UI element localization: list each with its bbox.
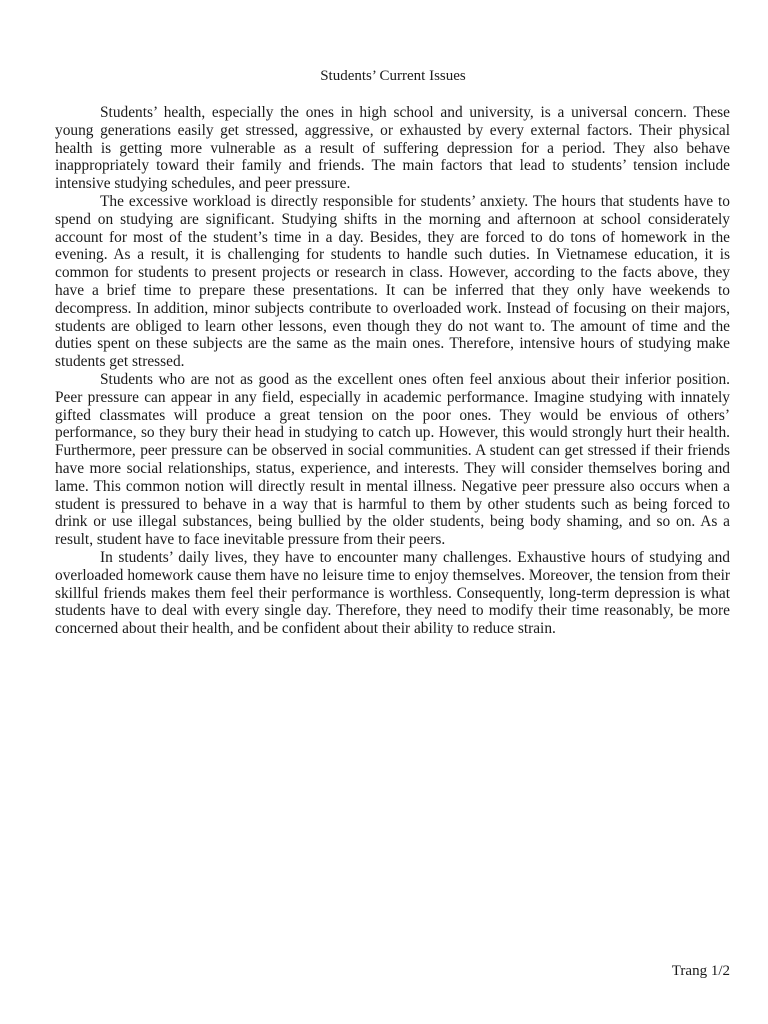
paragraph-workload: The excessive workload is directly responsible for students’ anxiety. The hours that students have to spend on studying are significant. Studying shifts in the morning and afternoon at school considerately account for most of the student’s time in a day. Besides, they are forced to do tons of homework in the evening. As a result, it is challenging for students to handle such duties. In Vietnamese education, it is common for students to present projects or research in class. However, according to the facts above, they have a brief time to prepare these presentations. It can be inferred that they only have weekends to decompress. In addition, minor subjects contribute to overloaded work. Instead of focusing on their majors, students are obliged to learn other lessons, even though they do not want to. The amount of time and the duties spent on these subjects are the same as the main ones. Therefore, intensive hours of studying make students get stressed. bbox=[55, 192, 730, 371]
paragraph-introduction: Students’ health, especially the ones in high school and university, is a universal concern. These young generations easily get stressed, aggressive, or exhausted by every external factors. Their physical health is getting more vulnerable as a result of suffering depression for a period. They also behave inappropriately toward their family and friends. The main factors that lead to students’ tension include intensive studying schedules, and peer pressure. bbox=[55, 104, 730, 193]
paragraph-peer-pressure: Students who are not as good as the excellent ones often feel anxious about their inferior position. Peer pressure can appear in any field, especially in academic performance. Imagine studying with innately gifted classmates will produce a great tension on the poor ones. They would be envious of others’ performance, so they bury their head in studying to catch up. However, this would strongly hurt their health. Furthermore, peer pressure can be observed in social communities. A student can get stressed if their friends have more social relationships, status, experience, and interests. They will consider themselves boring and lame. This common notion will directly result in mental illness. Negative peer pressure also occurs when a student is pressured to behave in a way that is harmful to them by other students such as being forced to drink or use illegal substances, being bullied by the older students, being body shaming, and so on. As a result, student have to face inevitable pressure from their peers. bbox=[55, 370, 730, 549]
paragraph-conclusion: In students’ daily lives, they have to encounter many challenges. Exhaustive hours of studying and overloaded homework cause them have no leisure time to enjoy themselves. Moreover, the tension from their skillful friends makes them feel their performance is worthless. Consequently, long-term depression is what students have to deal with every single day. Therefore, they need to modify their time reasonably, be more concerned about their health, and be confident about their ability to reduce strain. bbox=[55, 548, 730, 638]
page-title: Students’ Current Issues bbox=[320, 68, 466, 84]
document-body bbox=[55, 104, 730, 638]
page-number: Trang 1/2 bbox=[671, 963, 730, 979]
